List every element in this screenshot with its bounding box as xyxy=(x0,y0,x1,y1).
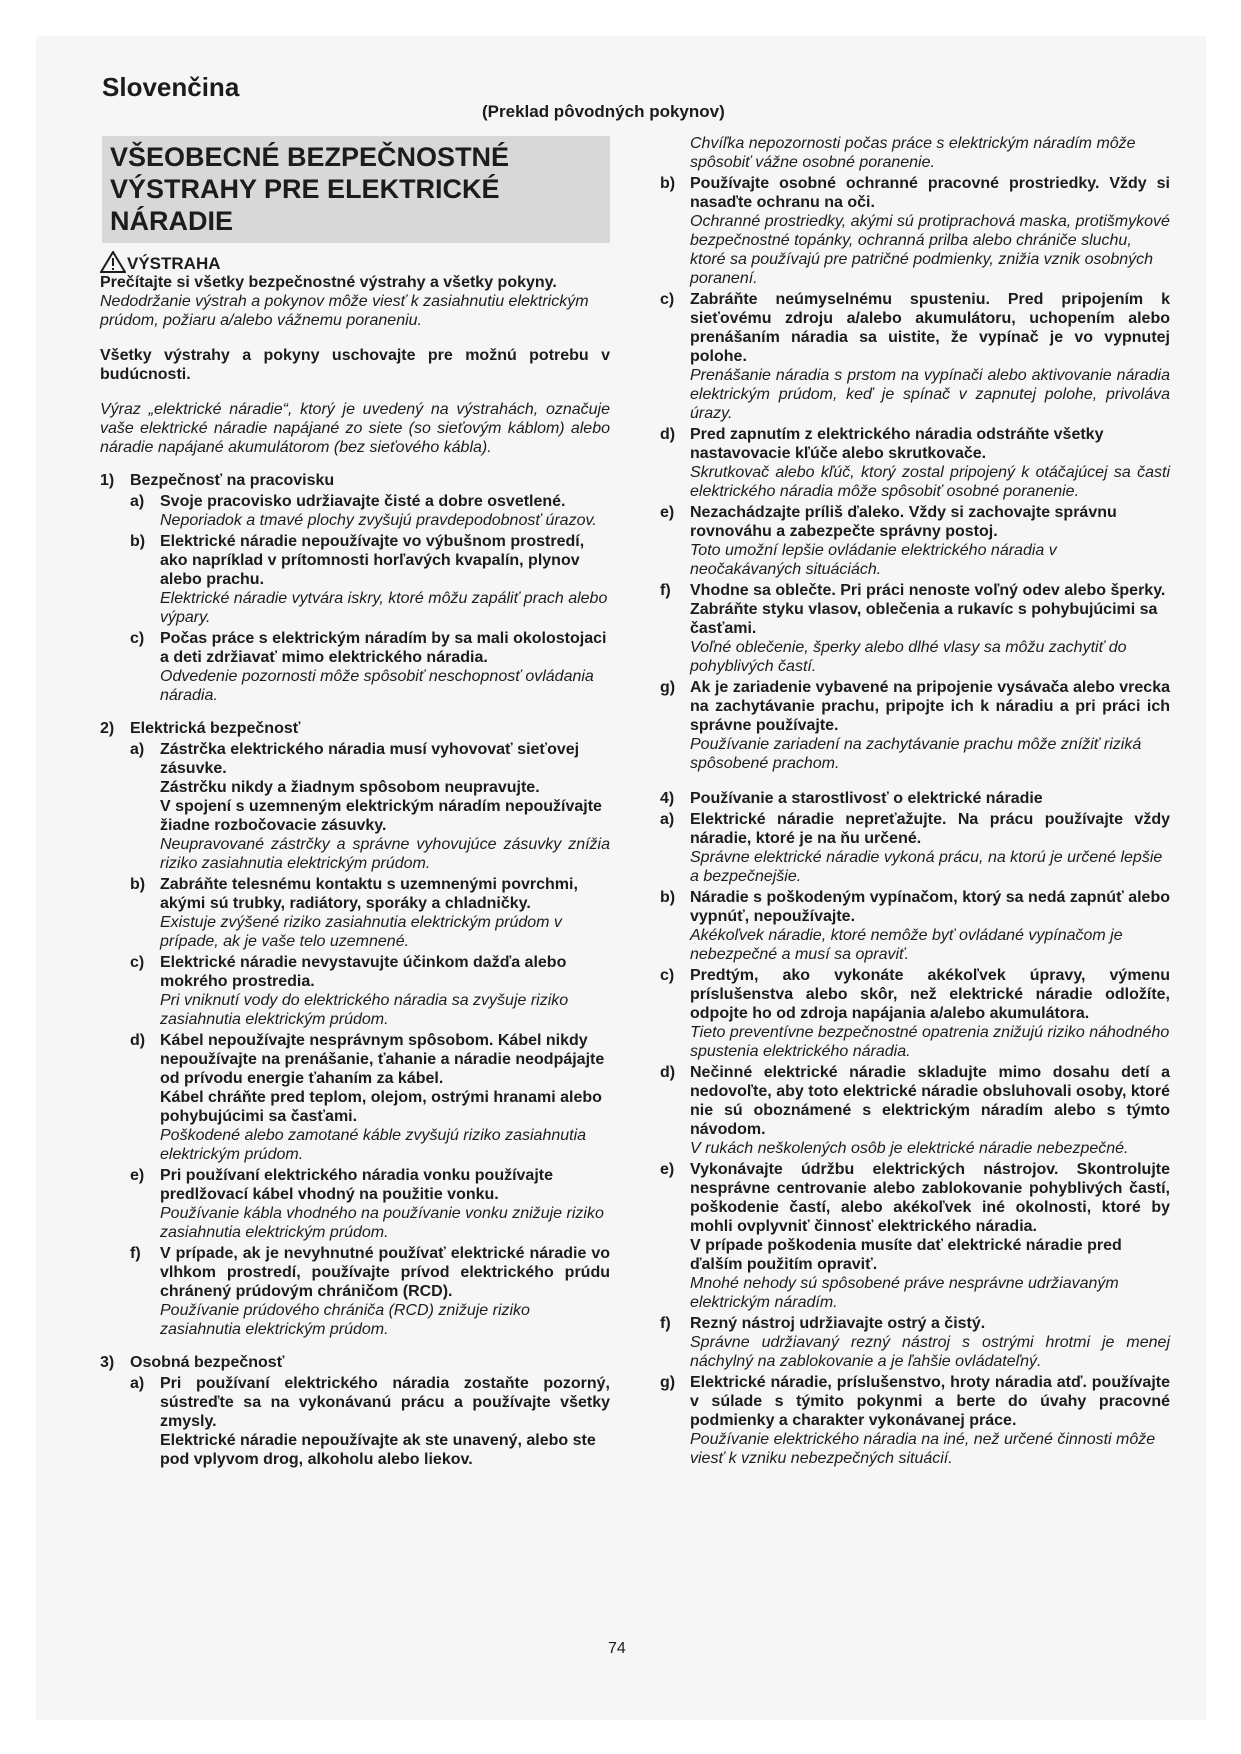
list-item: d) Nečinné elektrické náradie skladujte mimo dosahu detí a nedovoľte, aby toto elektrické náradie obsluhovali osoby, ktoré nie sú oboznámené s elektrickým náradím alebo s týmto návodom. V rukách neškolených osôb je elektrické náradie nebezpečné. xyxy=(660,1064,1170,1157)
definition-text: Výraz „elektrické náradie“, ktorý je uvedený na výstrahách, označuje vaše elektrické náradie napájané zo siete (so sieťovým káblom) alebo náradie napájané akumulátorom (bez sieťového kábla). xyxy=(100,401,610,456)
section-heading: 1) Bezpečnosť na pracovisku xyxy=(100,472,335,489)
section-heading: 3) Osobná bezpečnosť xyxy=(100,1354,285,1371)
right-column xyxy=(660,134,1170,1468)
list-item: e) Pri používaní elektrického náradia vonku používajte predlžovací kábel vhodný na použitie vonku. Používanie kábla vhodného na používanie vonku znižuje riziko zasiahnutia elektrickým prúdom. xyxy=(130,1167,604,1241)
section-heading: 2) Elektrická bezpečnosť xyxy=(100,720,301,737)
list-item: a) Svoje pracovisko udržiavajte čisté a dobre osvetlené. Neporiadok a tmavé plochy zvyšujú pravdepodobnosť úrazov. xyxy=(130,493,597,529)
section-heading: 4) Používanie a starostlivosť o elektrické náradie xyxy=(660,790,1043,807)
continued-italic: Chvíľka nepozornosti počas práce s elektrickým náradím môže spôsobiť vážne osobné poranenie. xyxy=(690,135,1136,171)
list-item: b) Používajte osobné ochranné pracovné prostriedky. Vždy si nasaďte ochranu na oči. Ochranné prostriedky, akými sú protiprachová maska, protišmykové bezpečnostné topánky, ochranná prilba alebo chrániče sluchu, ktoré sa používajú pre patričné podmienky, znižia vznik osobných poranení. xyxy=(660,175,1170,287)
list-item: c) Predtým, ako vykonáte akékoľvek úpravy, výmenu príslušenstva alebo skôr, než elektrické náradie odložíte, odpojte ho od zdroja napájania a/alebo akumulátora. Tieto preventívne bezpečnostné opatrenia znižujú riziko náhodného spustenia elektrického náradia. xyxy=(660,967,1170,1060)
warning-heading xyxy=(100,251,610,273)
list-item: a) Zástrčka elektrického náradia musí vyhovovať sieťovej zásuvke. Zástrčku nikdy a žiadnym spôsobom neupravujte. V spojení s uzemneným elektrickým náradím nepoužívajte žiadne rozbočovacie zásuvky. Neupravované zástrčky a správne vyhovujúce zásuvky znížia riziko zasiahnutia elektrickým prúdom. xyxy=(130,741,610,872)
list-item: d) Pred zapnutím z elektrického náradia odstráňte všetky nastavovacie kľúče alebo skrutkovače. Skrutkovač alebo kľúč, ktorý zostal pripojený k otáčajúcej sa časti elektrického náradia môže spôsobiť osobné poranenie. xyxy=(660,426,1170,500)
warning-triangle-icon xyxy=(100,251,126,273)
list-item: c) Počas práce s elektrickým náradím by sa mali okolostojaci a deti zdržiavať mimo elektrického náradia. Odvedenie pozornosti môže spôsobiť neschopnosť ovládania náradia. xyxy=(130,630,607,704)
page-number: 74 xyxy=(608,1640,626,1657)
translation-note: (Preklad pôvodných pokynov) xyxy=(482,102,725,121)
list-item: c) Elektrické náradie nevystavujte účinkom dažďa alebo mokrého prostredia. Pri vniknutí vody do elektrického náradia sa zvyšuje riziko zasiahnutia elektrickým prúdom. xyxy=(130,954,569,1028)
language-heading: Slovenčina xyxy=(102,72,240,102)
warning-bold: Prečítajte si všetky bezpečnostné výstrahy a všetky pokyny. xyxy=(100,274,557,291)
list-item: b) Náradie s poškodeným vypínačom, ktorý sa nedá zapnúť alebo vypnúť, nepoužívajte. Akékoľvek náradie, ktoré nemôže byť ovládané vypínačom je nebezpečné a musí sa opraviť. xyxy=(660,889,1170,963)
keep-instructions: Všetky výstrahy a pokyny uschovajte pre možnú potrebu v budúcnosti. xyxy=(100,347,610,383)
list-item: f) Vhodne sa oblečte. Pri práci nenoste voľný odev alebo šperky. Zabráňte styku vlasov, oblečenia a rukavíc s pohybujúcimi sa časťami. Voľné oblečenie, šperky alebo dlhé vlasy sa môžu zachytiť do pohyblivých častí. xyxy=(660,582,1166,675)
title-line: VÝSTRAHY PRE ELEKTRICKÉ xyxy=(110,174,500,204)
title-line: VŠEOBECNÉ BEZPEČNOSTNÉ xyxy=(110,142,510,172)
warning-italic: Nedodržanie výstrah a pokynov môže viesť k zasiahnutiu elektrickým prúdom, požiaru a/alebo vážnemu poraneniu. xyxy=(100,293,589,329)
list-item: a) Pri používaní elektrického náradia zostaňte pozorný, sústreďte sa na vykonávanú prácu a používajte všetky zmysly. Elektrické náradie nepoužívajte ak ste unavený, alebo ste pod vplyvom drog, alkoholu alebo liekov. xyxy=(130,1375,610,1468)
title-line: NÁRADIE xyxy=(110,206,234,236)
title-box xyxy=(102,136,610,243)
list-item: b) Elektrické náradie nepoužívajte vo výbušnom prostredí, ako napríklad v prítomnosti horľavých kvapalín, plynov alebo prachu. Elektrické náradie vytvára iskry, ktoré môžu zapáliť prach alebo výpary. xyxy=(130,533,608,626)
list-item: d) Kábel nepoužívajte nesprávnym spôsobom. Kábel nikdy nepoužívajte na prenášanie, ťahanie a náradie neodpájajte od prívodu energie ťahaním za kábel. Kábel chráňte pred teplom, olejom, ostrými hranami alebo pohybujúcimi sa časťami. Poškodené alebo zamotané káble zvyšujú riziko zasiahnutia elektrickým prúdom. xyxy=(130,1032,605,1163)
list-item: b) Zabráňte telesnému kontaktu s uzemnenými povrchmi, akými sú trubky, radiátory, sporáky a chladničky. Existuje zvýšené riziko zasiahnutia elektrickým prúdom v prípade, ak je vaše telo uzemnené. xyxy=(130,876,578,950)
list-item: a) Elektrické náradie nepreťažujte. Na prácu používajte vždy náradie, ktoré je na ňu určené. Správne elektrické náradie vykoná prácu, na ktorú je určené lepšie a bezpečnejšie. xyxy=(660,811,1170,885)
left-column xyxy=(100,136,610,1469)
list-item: f) V prípade, ak je nevyhnutné používať elektrické náradie vo vlhkom prostredí, používajte prívod elektrického prúdu chránený prúdovým chráničom (RCD). Používanie prúdového chrániča (RCD) znižuje riziko zasiahnutia elektrickým prúdom. xyxy=(130,1245,610,1338)
warning-label: VÝSTRAHA xyxy=(127,254,221,273)
list-item: g) Ak je zariadenie vybavené na pripojenie vysávača alebo vrecka na zachytávanie prachu, pripojte ich k náradiu a pri práci ich správne používajte. Používanie zariadení na zachytávanie prachu môže znížiť riziká spôsobené prachom. xyxy=(660,679,1170,772)
list-item: f) Rezný nástroj udržiavajte ostrý a čistý. Správne udržiavaný rezný nástroj s ostrými hrotmi je menej náchylný na zablokovanie a je ľahšie ovládateľný. xyxy=(660,1315,1170,1370)
list-item: g) Elektrické náradie, príslušenstvo, hroty náradia atď. používajte v súlade s týmito pokynmi a berte do úvahy pracovné podmienky a charakter vykonávanej práce. Používanie elektrického náradia na iné, než určené činnosti môže viesť k vzniku nebezpečných situácií. xyxy=(660,1374,1170,1467)
list-item: c) Zabráňte neúmyselnému spusteniu. Pred pripojením k sieťovému zdroju a/alebo akumulátoru, uchopením alebo prenášaním náradia sa uistite, že vypínač je vo vypnutej polohe. Prenášanie náradia s prstom na vypínači alebo aktivovanie náradia elektrickým prúdom, keď je spínač v zapnutej polohe, privoláva úrazy. xyxy=(660,291,1170,422)
list-item: e) Vykonávajte údržbu elektrických nástrojov. Skontrolujte nesprávne centrovanie alebo zablokovanie pohyblivých častí, poškodenie častí, alebo akékoľvek iné okolnosti, ktoré by mohli ovplyvniť činnosť elektrického náradia. V prípade poškodenia musíte dať elektrické náradie pred ďalším použitím opraviť. Mnohé nehody sú spôsobené práve nesprávne udržiavaným elektrickým náradím. xyxy=(660,1161,1170,1311)
list-item: e) Nezachádzajte príliš ďaleko. Vždy si zachovajte správnu rovnováhu a zabezpečte správny postoj. Toto umožní lepšie ovládanie elektrického náradia v neočakávaných situáciách. xyxy=(660,504,1117,578)
